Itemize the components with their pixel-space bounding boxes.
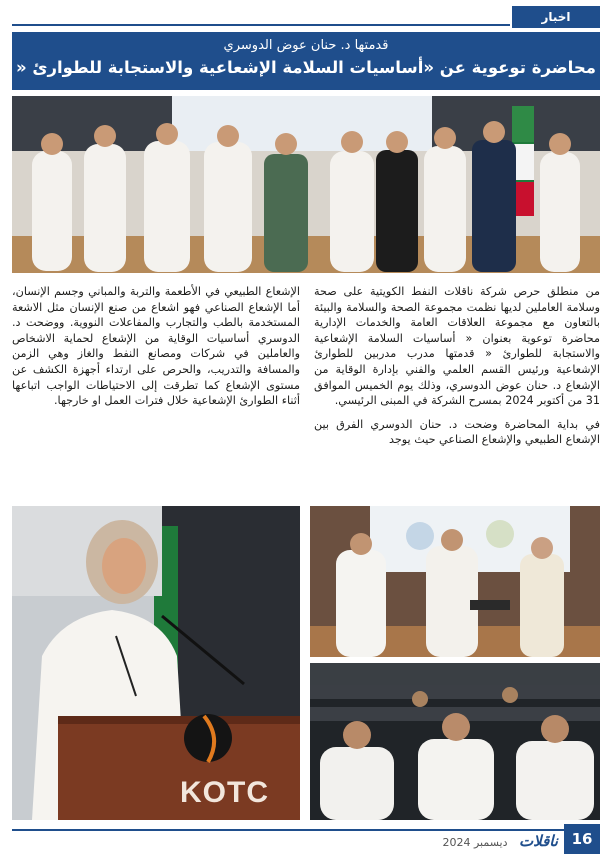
paragraph: في بداية المحاضرة وضحت د. حنان الدوسري الفرق بين الإشعاع الطبيعي والإشعاع الصناعي حيث يوجد: [314, 417, 600, 447]
page-number: 16: [564, 824, 600, 854]
article-column-right: [314, 284, 600, 456]
magazine-name: ناقلات: [519, 832, 558, 850]
header-rule: [12, 24, 510, 26]
headline-banner: [12, 32, 600, 90]
footer-masthead: [380, 832, 558, 852]
audience-photo: [310, 663, 600, 820]
paragraph: من منطلق حرص شركة ناقلات النفط الكويتية على صحة وسلامة العاملين لديها نظمت مجموعة الصحة والسلامة والبيئة بالتعاون مع مجموعة العلاقات العامة والخدمات الإدارية محاضرة توعوية بعنوان « أساسيات السلامة الإشعاعية والاستجابة للطوارئ « قدمتها مدرب مدربين للطوارئ الإشعاعية ورئيس القسم العلمي والفني بإدارة الوقاية من الإشعاع د. حنان عوض الدوسري، وذلك يوم الخميس الموافق 31 من أكتوبر 2024 بمسرح الشركة في المبنى الرئيسي.: [314, 285, 600, 408]
section-tag: اخبار: [512, 6, 600, 28]
paragraph: الإشعاع الطبيعي في الأطعمة والتربة والمباني وجسم الإنسان، أما الإشعاع الصناعي فهو اشعاع من صنع الإنسان مثل الاشعة المستخدمة بالطب والتجارب والمفاعلات النووية. ووضحت د. الدوسري أساسيات الوقاية من الإشعاع لحماية الاشخاص والعاملين في شركات ومصانع النفط والغاز وهي الزمن والمسافة والتدريب، والحرص على ارتداء أجهزة الكشف عن مستوى الإشعاع كما تطرقت إلى الاحتياطات الواجب اتباعها أثناء الطوارئ الإشعاعية خلال فترات العمل او خارجها.: [12, 285, 300, 408]
article-title: محاضرة توعوية عن «أساسيات السلامة الإشعاعية والاستجابة للطوارئ «: [16, 58, 596, 77]
podium-logo: KOTC: [180, 776, 269, 809]
article-column-left: [12, 284, 300, 417]
footer-rule: [12, 829, 564, 831]
issue-date: ديسمبر 2024: [442, 836, 508, 849]
group-photo: [12, 96, 600, 273]
article-byline: قدمتها د. حنان عوض الدوسري: [223, 38, 389, 53]
gift-presentation-photo: [310, 506, 600, 657]
speaker-photo: [12, 506, 300, 820]
